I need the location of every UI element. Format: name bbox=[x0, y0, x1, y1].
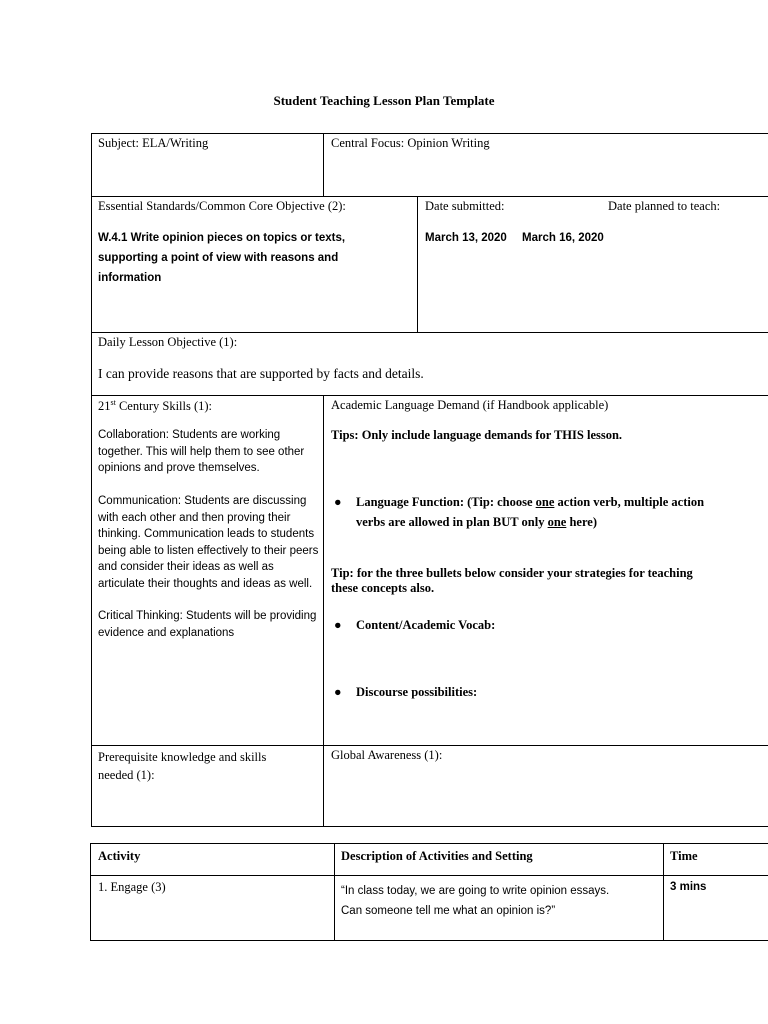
discourse-bullet: ● Discourse possibilities: bbox=[334, 685, 478, 699]
time-header: Time bbox=[670, 849, 698, 863]
activity-header: Activity bbox=[98, 849, 141, 863]
communication-text: Communication: Students are discussing with each other and then proving their thinking. Communication leads to students being able to listen effectively to their peers and consider their ideas as well as articulate their thoughts and ideas as well. bbox=[98, 495, 319, 590]
subject-cell bbox=[91, 133, 324, 197]
standards-text-line: information bbox=[98, 272, 162, 284]
time-cell: 3 mins bbox=[670, 881, 707, 893]
prerequisite-cell bbox=[91, 745, 324, 827]
daily-objective-cell bbox=[91, 332, 768, 396]
standards-text-line: supporting a point of view with reasons and bbox=[98, 252, 339, 264]
tip-three-bullets: Tip: for the three bullets below consider your strategies for teaching these concepts also. bbox=[331, 566, 693, 595]
central-focus-cell bbox=[323, 133, 768, 197]
description-cell: “In class today, we are going to write opinion essays. Can someone tell me what an opinion is?” bbox=[341, 885, 610, 917]
date-submitted-value: March 13, 2020 bbox=[425, 232, 507, 244]
description-header: Description of Activities and Setting bbox=[341, 849, 533, 863]
time-header-cell bbox=[663, 843, 768, 876]
date-planned-value: March 16, 2020 bbox=[522, 232, 604, 244]
language-function-bullet: ● Language Function: (Tip: choose one action verb, multiple action bbox=[334, 495, 705, 509]
standards-text-line: W.4.1 Write opinion pieces on topics or texts, bbox=[98, 232, 346, 244]
table-row bbox=[663, 875, 768, 941]
standards-cell bbox=[91, 196, 418, 333]
table-row bbox=[334, 875, 664, 941]
standards-label: Essential Standards/Common Core Objective (2): bbox=[98, 199, 346, 213]
central-focus-label: Central Focus: Opinion Writing bbox=[331, 136, 490, 150]
activity-cell: 1. Engage (3) bbox=[98, 880, 166, 894]
global-awareness-label: Global Awareness (1): bbox=[331, 748, 443, 762]
table-row bbox=[90, 875, 335, 941]
academic-language-label: Academic Language Demand (if Handbook applicable) bbox=[331, 398, 609, 412]
content-vocab-bullet: ● Content/Academic Vocab: bbox=[334, 618, 496, 632]
century-skills-cell bbox=[91, 395, 324, 746]
subject-label: Subject: ELA/Writing bbox=[98, 136, 209, 150]
daily-objective-text: I can provide reasons that are supported by facts and details. bbox=[98, 366, 424, 381]
academic-language-cell bbox=[323, 395, 768, 746]
language-function-bullet-cont: verbs are allowed in plan BUT only one here) bbox=[356, 515, 598, 529]
date-planned-label: Date planned to teach: bbox=[608, 199, 721, 213]
daily-objective-label: Daily Lesson Objective (1): bbox=[98, 335, 238, 349]
global-awareness-cell bbox=[323, 745, 768, 827]
activity-header-cell bbox=[90, 843, 335, 876]
page-title: Student Teaching Lesson Plan Template bbox=[273, 93, 495, 108]
tips-text: Tips: Only include language demands for THIS lesson. bbox=[331, 428, 623, 442]
prerequisite-label: Prerequisite knowledge and skills needed (1): bbox=[98, 750, 267, 782]
century-skills-label: 21st Century Skills (1): bbox=[98, 398, 213, 414]
description-header-cell bbox=[334, 843, 664, 876]
collaboration-text: Collaboration: Students are working together. This will help them to see other opinions and prove themselves. bbox=[98, 429, 305, 474]
dates-cell bbox=[417, 196, 768, 333]
critical-thinking-text: Critical Thinking: Students will be providing evidence and explanations bbox=[98, 610, 317, 639]
date-submitted-label: Date submitted: bbox=[425, 199, 505, 213]
